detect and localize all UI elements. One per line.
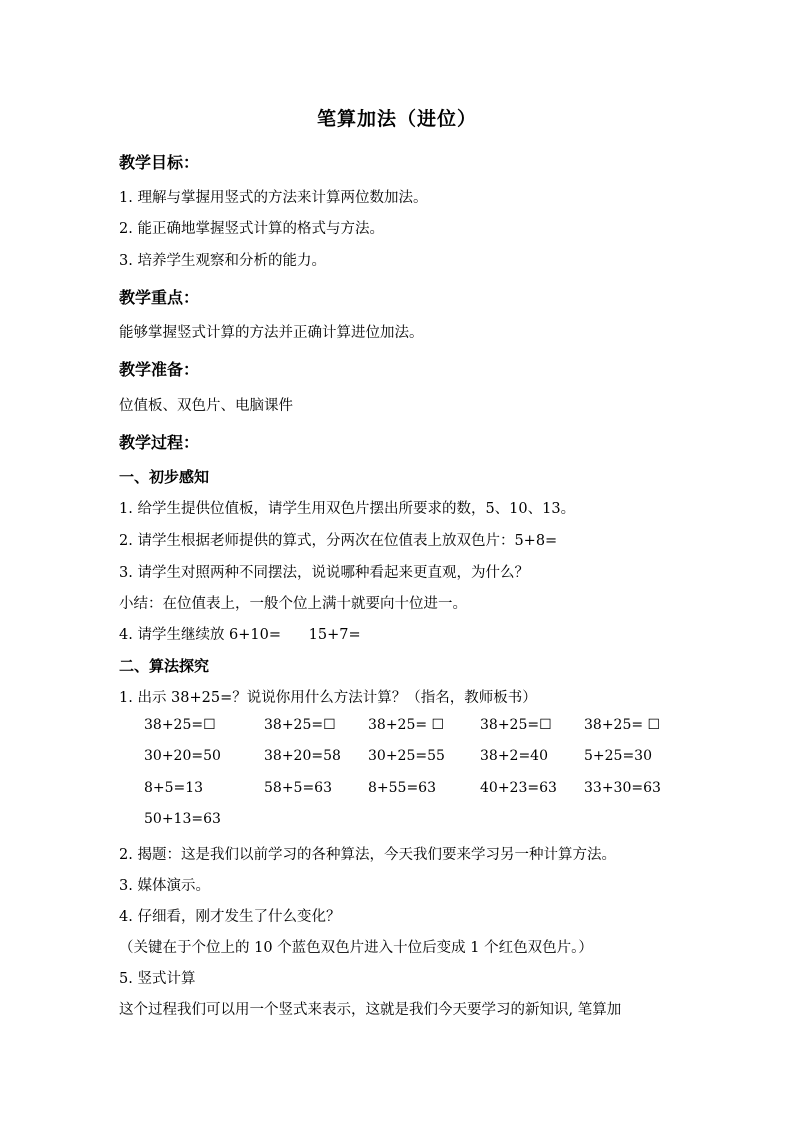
grid-cell: 38+25=☐ (480, 717, 552, 733)
section2-intro: 1. 出示 38+25=？说说你用什么方法计算？（指名，教师板书） (119, 690, 537, 706)
goal-item-1: 1. 理解与掌握用竖式的方法来计算两位数加法。 (119, 190, 428, 206)
grid-cell: 40+23=63 (480, 780, 557, 796)
section2-closing: 这个过程我们可以用一个竖式来表示，这就是我们今天要学习的新知识, 笔算加 (119, 1002, 622, 1018)
section2-item-5: 5. 竖式计算 (119, 971, 196, 987)
preparation-text: 位值板、双色片、电脑课件 (119, 398, 293, 414)
section2-item-2: 2. 揭题：这是我们以前学习的各种算法，今天我们要来学习另一种计算方法。 (119, 847, 616, 863)
goal-item-3: 3. 培养学生观察和分析的能力。 (119, 253, 326, 269)
section1-title: 一、初步感知 (119, 468, 210, 486)
section2-item-3: 3. 媒体演示。 (119, 878, 210, 894)
grid-cell: 8+55=63 (368, 780, 436, 796)
grid-cell: 30+20=50 (144, 748, 221, 764)
grid-cell: 50+13=63 (144, 811, 221, 827)
grid-cell: 38+20=58 (264, 748, 341, 764)
goals-heading: 教学目标： (119, 153, 200, 172)
grid-cell: 38+2=40 (480, 748, 548, 764)
key-points-text: 能够掌握竖式计算的方法并正确计算进位加法。 (119, 325, 424, 341)
grid-cell: 30+25=55 (368, 748, 445, 764)
grid-cell: 38+25= ☐ (584, 717, 661, 733)
section2-title: 二、算法探究 (119, 657, 210, 675)
grid-cell: 33+30=63 (584, 780, 661, 796)
section1-summary: 小结：在位值表上，一般个位上满十就要向十位进一。 (119, 596, 467, 612)
grid-cell: 38+25=☐ (264, 717, 336, 733)
preparation-heading: 教学准备： (119, 360, 200, 379)
grid-cell: 8+5=13 (144, 780, 204, 796)
grid-cell: 5+25=30 (584, 748, 652, 764)
section2-item-4-note: （关键在于个位上的 10 个蓝色双色片进入十位后变成 1 个红色双色片。） (119, 940, 593, 956)
grid-cell: 58+5=63 (264, 780, 332, 796)
section1-item-3: 3. 请学生对照两种不同摆法，说说哪种看起来更直观，为什么？ (119, 565, 529, 581)
section1-item-2: 2. 请学生根据老师提供的算式，分两次在位值表上放双色片：5+8= (119, 533, 558, 549)
section1-item-4: 4. 请学生继续放 6+10= 15+7= (119, 627, 361, 643)
document-title: 笔算加法（进位） (316, 108, 477, 130)
section2-item-4: 4. 仔细看，刚才发生了什么变化？ (119, 909, 341, 925)
grid-cell: 38+25= ☐ (368, 717, 445, 733)
process-heading: 教学过程： (119, 433, 200, 452)
key-points-heading: 教学重点： (119, 288, 200, 307)
section1-item-1: 1. 给学生提供位值板，请学生用双色片摆出所要求的数，5、10、13。 (119, 501, 576, 517)
grid-cell: 38+25=☐ (144, 717, 216, 733)
goal-item-2: 2. 能正确地掌握竖式计算的格式与方法。 (119, 221, 384, 237)
